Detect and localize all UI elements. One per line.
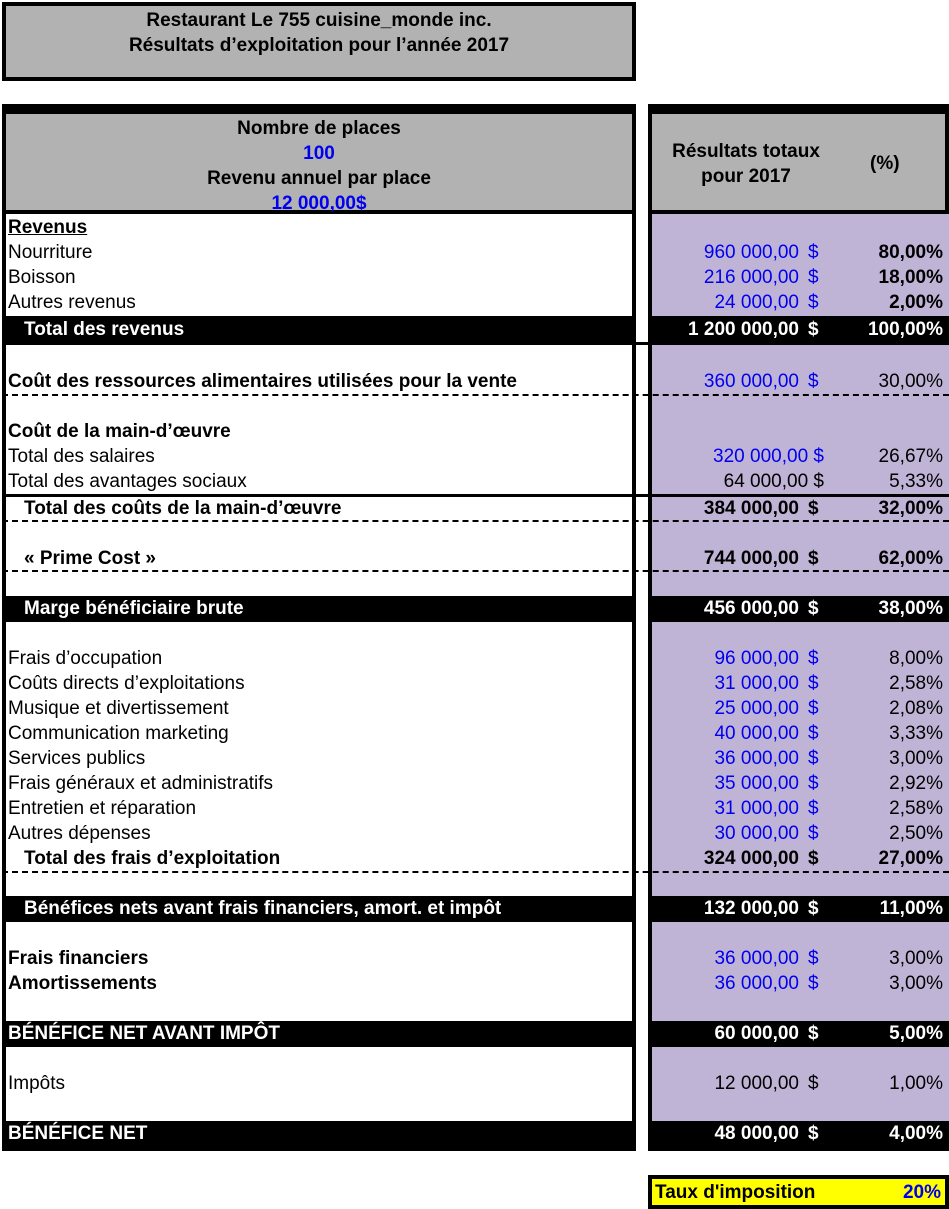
row-ebitda — [2, 896, 949, 921]
row-currency: $ — [808, 848, 819, 869]
row-currency: $ — [808, 898, 819, 919]
row-currency: $ — [808, 1123, 819, 1144]
row-value[interactable]: 960 000,00 — [703, 242, 799, 263]
row-pct: 3,00% — [889, 973, 943, 994]
row-pct: 62,00% — [878, 548, 943, 569]
row-pct: 18,00% — [878, 267, 943, 288]
row-pct: 2,00% — [889, 292, 943, 313]
report-subtitle: Résultats d’exploitation pour l’année 2017 — [128, 35, 510, 56]
row-label: Services publics — [8, 748, 146, 769]
row-value[interactable]: 36 000,00 — [714, 748, 799, 769]
row-label: Frais financiers — [8, 948, 149, 969]
row-benefice-net — [2, 1121, 949, 1146]
row-value: 324 000,00 — [703, 848, 799, 869]
expense-row — [2, 646, 949, 671]
row-value[interactable]: 30 000,00 — [714, 823, 799, 844]
row-avantages — [2, 469, 949, 494]
tax-rate-box — [648, 1175, 949, 1209]
row-pct: 26,67% — [878, 446, 943, 467]
row-benefice-avant-impot — [2, 1021, 949, 1046]
row-label: Musique et divertissement — [8, 698, 229, 719]
row-total-frais-exploitation — [2, 846, 949, 871]
row-label: Autres revenus — [8, 292, 136, 313]
revenus-heading: Revenus — [8, 217, 88, 238]
row-nourriture — [2, 240, 949, 265]
row-amortissements — [2, 971, 949, 996]
row-currency: $ — [808, 267, 819, 288]
row-label: Coût des ressources alimentaires utilisées pour la vente — [8, 371, 517, 392]
row-label: BÉNÉFICE NET — [8, 1123, 148, 1144]
row-label: Total des salaires — [8, 446, 155, 467]
row-frais-financiers — [2, 946, 949, 971]
row-pct: 5,33% — [889, 471, 943, 492]
expense-row — [2, 746, 949, 771]
row-currency: $ — [808, 292, 819, 313]
row-label: Frais d’occupation — [8, 648, 163, 669]
row-value: 12 000,00 — [714, 1073, 799, 1094]
dashed-separator — [2, 394, 949, 396]
row-total-revenus — [2, 317, 949, 342]
row-pct: 2,58% — [889, 673, 943, 694]
row-value: 132 000,00 — [703, 898, 799, 919]
row-pct: 11,00% — [879, 898, 943, 919]
revenue-per-seat-label: Revenu annuel par place — [207, 168, 431, 189]
row-pct: 8,00% — [889, 648, 943, 669]
row-value[interactable]: 31 000,00 — [714, 798, 799, 819]
row-label: Total des coûts de la main-d’œuvre — [24, 498, 342, 519]
row-total-main-oeuvre — [2, 496, 949, 521]
row-value[interactable]: 216 000,00 — [703, 267, 799, 288]
expense-row — [2, 671, 949, 696]
row-pct: 100,00% — [867, 319, 943, 340]
pct-column-header: (%) — [870, 153, 900, 174]
row-currency: $ — [808, 598, 819, 619]
row-pct: 80,00% — [878, 242, 943, 263]
row-label: « Prime Cost » — [24, 548, 156, 569]
row-value[interactable]: 320 000,00 $ — [713, 446, 824, 467]
row-pct: 2,58% — [889, 798, 943, 819]
row-currency: $ — [808, 698, 819, 719]
row-currency: $ — [808, 748, 819, 769]
expense-row — [2, 796, 949, 821]
row-label: Marge bénéficiaire brute — [24, 598, 244, 619]
row-value: 456 000,00 — [703, 598, 799, 619]
row-value[interactable]: 35 000,00 — [714, 773, 799, 794]
row-value[interactable]: 24 000,00 — [714, 292, 799, 313]
row-currency: $ — [808, 673, 819, 694]
row-currency: $ — [808, 648, 819, 669]
row-pct: 2,08% — [889, 698, 943, 719]
row-marge-brute — [2, 596, 949, 621]
row-pct: 32,00% — [878, 498, 943, 519]
row-cout-alimentaire — [2, 369, 949, 394]
row-currency: $ — [808, 319, 819, 340]
row-label: Frais généraux et administratifs — [8, 773, 274, 794]
row-currency: $ — [808, 1023, 819, 1044]
row-currency: $ — [808, 371, 819, 392]
row-pct: 27,00% — [878, 848, 943, 869]
row-pct: 30,00% — [878, 371, 943, 392]
row-currency: $ — [808, 973, 819, 994]
row-pct: 2,50% — [889, 823, 943, 844]
revenus-heading-row — [2, 215, 949, 240]
row-value: 1 200 000,00 — [688, 319, 799, 340]
main-oeuvre-heading-row — [2, 419, 949, 444]
row-value[interactable]: 40 000,00 — [714, 723, 799, 744]
row-label: Communication marketing — [8, 723, 229, 744]
report-title — [2, 2, 636, 81]
row-pct: 1,00% — [889, 1073, 943, 1094]
tax-rate-value[interactable]: 20% — [902, 1182, 941, 1203]
row-currency: $ — [808, 798, 819, 819]
row-value[interactable]: 96 000,00 — [714, 648, 799, 669]
expense-row — [2, 721, 949, 746]
expense-row — [2, 771, 949, 796]
results-label-line2: pour 2017 — [701, 166, 791, 187]
row-label: Entretien et réparation — [8, 798, 197, 819]
revenue-per-seat-value[interactable]: 12 000,00$ — [271, 193, 367, 214]
row-label: Bénéfices nets avant frais financiers, amort. et impôt — [24, 898, 502, 919]
row-value[interactable]: 25 000,00 — [714, 698, 799, 719]
row-label: Nourriture — [8, 242, 93, 263]
results-column-header — [656, 139, 836, 189]
row-label: Coûts directs d’exploitations — [8, 673, 245, 694]
header-seats-box — [2, 110, 636, 214]
header-results-box — [648, 110, 949, 214]
separator — [2, 342, 949, 345]
row-currency: $ — [808, 242, 819, 263]
row-label: Total des frais d’exploitation — [24, 848, 281, 869]
row-pct: 38,00% — [878, 598, 943, 619]
row-value: 64 000,00 $ — [723, 471, 824, 492]
row-value: 60 000,00 — [714, 1023, 799, 1044]
expense-row — [2, 821, 949, 846]
row-label: Boisson — [8, 267, 76, 288]
row-value: 384 000,00 — [703, 498, 799, 519]
row-label: Total des avantages sociaux — [8, 471, 247, 492]
row-pct: 4,00% — [889, 1123, 943, 1144]
expense-row — [2, 696, 949, 721]
row-currency: $ — [808, 823, 819, 844]
row-pct: 3,00% — [889, 748, 943, 769]
row-currency: $ — [808, 723, 819, 744]
row-prime-cost — [2, 546, 949, 571]
main-oeuvre-heading: Coût de la main-d’œuvre — [8, 421, 231, 442]
row-salaires — [2, 444, 949, 469]
places-value[interactable]: 100 — [303, 143, 335, 164]
row-currency: $ — [808, 498, 819, 519]
row-pct: 2,92% — [889, 773, 943, 794]
row-pct: 3,33% — [889, 723, 943, 744]
dashed-separator — [2, 520, 949, 522]
tax-rate-label: Taux d'imposition — [655, 1182, 816, 1203]
row-label: Total des revenus — [24, 319, 185, 340]
row-currency: $ — [808, 948, 819, 969]
row-value[interactable]: 36 000,00 — [714, 973, 799, 994]
row-label: Autres dépenses — [8, 823, 151, 844]
results-label-line1: Résultats totaux — [672, 141, 820, 162]
company-name: Restaurant Le 755 cuisine_monde inc. — [146, 10, 492, 31]
row-label: Impôts — [8, 1073, 66, 1094]
row-value[interactable]: 36 000,00 — [714, 948, 799, 969]
places-label: Nombre de places — [237, 118, 401, 139]
row-value[interactable]: 360 000,00 — [703, 371, 799, 392]
row-autres-revenus — [2, 290, 949, 315]
row-currency: $ — [808, 773, 819, 794]
dashed-separator — [2, 871, 949, 873]
row-value: 744 000,00 — [703, 548, 799, 569]
row-pct: 3,00% — [889, 948, 943, 969]
row-pct: 5,00% — [889, 1023, 943, 1044]
row-label: Amortissements — [8, 973, 157, 994]
row-label: BÉNÉFICE NET AVANT IMPÔT — [8, 1023, 280, 1044]
row-value: 48 000,00 — [714, 1123, 799, 1144]
row-currency: $ — [808, 1073, 819, 1094]
row-boisson — [2, 265, 949, 290]
row-currency: $ — [808, 548, 819, 569]
row-value[interactable]: 31 000,00 — [714, 673, 799, 694]
row-impots — [2, 1071, 949, 1096]
dashed-separator — [2, 570, 949, 572]
